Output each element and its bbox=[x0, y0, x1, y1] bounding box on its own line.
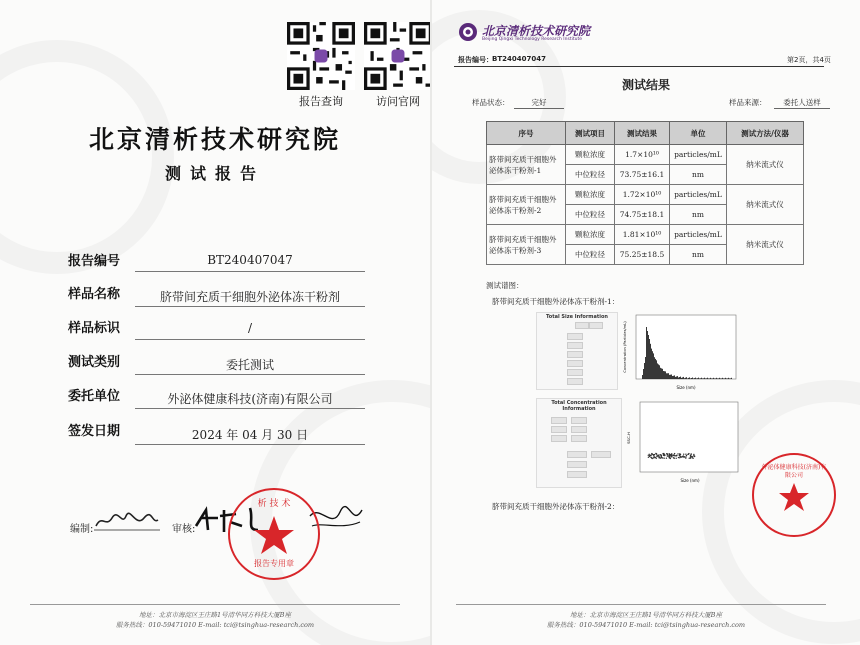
footer-address: 地址：北京市海淀区王庄路1号清华同方科技大厦B座 bbox=[570, 611, 722, 619]
scatter-point bbox=[666, 458, 667, 459]
histogram-bar bbox=[682, 377, 683, 379]
histogram-bar bbox=[713, 378, 714, 379]
logo-text: 北京清析技术研究院 bbox=[482, 24, 591, 38]
histogram-bar bbox=[706, 378, 707, 379]
histogram-bar bbox=[691, 378, 692, 379]
histogram-bar bbox=[714, 378, 715, 379]
company-seal-text: 外泌体健康科技(济南)有限公司 bbox=[761, 464, 827, 479]
sample-source: 委托人送样 bbox=[774, 97, 830, 109]
report-seal bbox=[228, 488, 320, 580]
field-value-issue-date: 2024 年 04 月 30 日 bbox=[191, 428, 309, 442]
qr-label-official-site: 访问官网 bbox=[376, 95, 420, 108]
spectrum-2-title: 脐带间充质干细胞外泌体冻干粉剂-2： bbox=[492, 502, 620, 511]
scatter-point bbox=[667, 455, 668, 456]
histogram-bar bbox=[720, 378, 721, 379]
report-no-label: 报告编号： bbox=[458, 56, 493, 64]
field-value-client: 外泌体健康科技(济南)有限公司 bbox=[167, 392, 333, 406]
histogram-bar bbox=[648, 335, 649, 379]
scatter-point bbox=[680, 454, 681, 455]
scatter-point bbox=[690, 456, 691, 457]
unit-cell: nm bbox=[670, 165, 727, 185]
size-info-panel bbox=[536, 312, 618, 390]
table-row bbox=[487, 145, 804, 165]
histogram-bar bbox=[688, 378, 689, 379]
histogram-bar bbox=[653, 353, 654, 379]
histogram-bar bbox=[727, 378, 728, 379]
histogram-bar bbox=[658, 364, 659, 379]
histogram-bar bbox=[684, 378, 685, 379]
scatter-point bbox=[650, 457, 651, 458]
histogram-bar bbox=[719, 378, 720, 379]
histogram-bar bbox=[700, 378, 701, 379]
scatter-point bbox=[685, 456, 686, 457]
histogram-bar bbox=[722, 378, 723, 379]
histogram-bar bbox=[694, 378, 695, 379]
header-divider bbox=[454, 66, 824, 67]
histogram-bar bbox=[685, 378, 686, 379]
histogram-bar bbox=[672, 376, 673, 379]
method-cell: 纳米流式仪 bbox=[727, 145, 804, 185]
histogram-bar bbox=[659, 365, 660, 379]
histogram-bar bbox=[692, 378, 693, 380]
scatter-point bbox=[689, 458, 690, 459]
histogram-bar bbox=[697, 378, 698, 379]
result-cell: 75.25±18.5 bbox=[615, 245, 670, 265]
method-cell: 纳米流式仪 bbox=[727, 225, 804, 265]
svg-text:析 技 术: 析 技 术 bbox=[257, 499, 291, 509]
scatter-point bbox=[664, 458, 665, 459]
scatter-point bbox=[663, 455, 664, 456]
field-label-issue-date: 签发日期 bbox=[68, 424, 121, 439]
scatter-point bbox=[674, 458, 675, 459]
histogram-bar bbox=[724, 378, 725, 379]
histogram-bar bbox=[664, 371, 665, 379]
histogram-bar bbox=[683, 377, 684, 379]
qr-code-icon[interactable] bbox=[364, 22, 430, 90]
item-cell: 颗粒浓度 bbox=[566, 145, 615, 165]
unit-cell: particles/mL bbox=[670, 185, 727, 205]
histogram-bar bbox=[723, 378, 724, 379]
field-value-sample-id: / bbox=[247, 321, 253, 335]
histogram-bar bbox=[693, 378, 694, 379]
field-underline bbox=[135, 339, 365, 340]
histogram-bar bbox=[645, 357, 646, 379]
histogram-bar bbox=[643, 369, 644, 379]
item-cell: 颗粒浓度 bbox=[566, 185, 615, 205]
unit-cell: particles/mL bbox=[670, 145, 727, 165]
scatter-point bbox=[686, 455, 687, 456]
result-cell: 1.72×10¹⁰ bbox=[615, 185, 670, 205]
scatter-point bbox=[654, 454, 655, 455]
table-row bbox=[487, 185, 804, 205]
histogram-bar bbox=[712, 378, 713, 379]
histogram-bar bbox=[663, 371, 664, 379]
histogram-bar bbox=[696, 378, 697, 379]
histogram-bar bbox=[708, 378, 709, 379]
seal-text: 报告专用章 bbox=[254, 559, 294, 568]
histogram-bar bbox=[662, 369, 663, 379]
report-results-page bbox=[432, 0, 860, 645]
unit-cell: nm bbox=[670, 205, 727, 225]
histogram-bar bbox=[703, 378, 704, 379]
scatter-point bbox=[655, 453, 656, 454]
sample-status-label: 样品状态： bbox=[472, 98, 510, 107]
histogram-bar bbox=[675, 377, 676, 379]
histogram-bar bbox=[690, 378, 691, 379]
field-label-sample-name: 样品名称 bbox=[68, 287, 121, 302]
item-cell: 中位粒径 bbox=[566, 245, 615, 265]
histogram-bar bbox=[666, 373, 667, 379]
histogram-bar bbox=[677, 376, 678, 379]
histogram-bar bbox=[674, 375, 675, 379]
concentration-info-panel bbox=[536, 398, 622, 488]
scatter-point bbox=[670, 458, 671, 459]
result-cell: 74.75±18.1 bbox=[615, 205, 670, 225]
scatter-point bbox=[677, 453, 678, 454]
scatter-point bbox=[656, 456, 657, 457]
footer-contact: 服务热线：010-59471010 E-mail: tci@tsinghua-research.com bbox=[546, 621, 746, 629]
table-header-row bbox=[487, 122, 804, 145]
header-item: 测试项目 bbox=[566, 122, 615, 145]
scatter-point bbox=[683, 454, 684, 455]
histogram-bar bbox=[680, 377, 681, 379]
institute-name: 北京清析技术研究院 bbox=[88, 125, 341, 154]
scatter-point bbox=[678, 457, 679, 458]
qr-label-report-query: 报告查询 bbox=[299, 95, 343, 108]
footer-address: 地址：北京市海淀区王庄路1号清华同方科技大厦B座 bbox=[139, 611, 291, 619]
histogram-bar bbox=[665, 371, 666, 379]
histogram-bar bbox=[668, 373, 669, 379]
footer-contact: 服务热线：010-59471010 E-mail: tci@tsinghua-research.com bbox=[115, 621, 315, 629]
report-no: BT240407047 bbox=[492, 55, 546, 63]
histogram-bar bbox=[701, 378, 702, 379]
reviewer-label: 审核: bbox=[172, 524, 196, 535]
scatter-point bbox=[688, 453, 689, 454]
spectrum-label: 测试谱图： bbox=[486, 281, 524, 290]
spectrum-1-title: 脐带间充质干细胞外泌体冻干粉剂-1： bbox=[492, 297, 620, 306]
histogram-bar bbox=[725, 378, 726, 379]
histogram-bar bbox=[711, 378, 712, 379]
scatter-point bbox=[662, 457, 663, 458]
histogram-bar bbox=[657, 363, 658, 379]
field-underline bbox=[135, 306, 365, 307]
histogram-bar bbox=[654, 357, 655, 379]
header-method: 测试方法/仪器 bbox=[727, 122, 804, 145]
scatter-point bbox=[669, 456, 670, 457]
histogram-bar bbox=[649, 339, 650, 379]
header-unit: 单位 bbox=[670, 122, 727, 145]
scatter-xlabel: Size (nm) bbox=[680, 478, 700, 483]
field-underline bbox=[135, 444, 365, 445]
histogram-bar bbox=[652, 351, 653, 379]
sample-name-cell: 脐带间充质干细胞外泌体冻干粉剂-3 bbox=[487, 225, 566, 265]
histogram-bar bbox=[728, 378, 729, 379]
sample-name-cell: 脐带间充质干细胞外泌体冻干粉剂-1 bbox=[487, 145, 566, 185]
field-underline bbox=[135, 374, 365, 375]
scatter-point bbox=[658, 456, 659, 457]
histogram-bar bbox=[650, 344, 651, 379]
histogram-bar bbox=[716, 378, 717, 379]
page-number: 第2页，共4页 bbox=[787, 56, 831, 64]
histogram-bar bbox=[710, 378, 711, 379]
scatter-point bbox=[676, 455, 677, 456]
field-label-sample-id: 样品标识 bbox=[68, 321, 121, 336]
footer-divider bbox=[456, 604, 826, 605]
concentration-info-title: Total Concentration Information bbox=[551, 400, 607, 412]
histogram-bar bbox=[655, 359, 656, 379]
compiler-label: 编制: bbox=[70, 524, 94, 535]
scatter-point bbox=[683, 457, 684, 458]
histogram-bar bbox=[678, 378, 679, 380]
histogram-bar bbox=[715, 378, 716, 379]
scatter-point bbox=[673, 454, 674, 455]
histogram-bar bbox=[651, 349, 652, 379]
scatter-point bbox=[679, 457, 680, 458]
histogram-bar bbox=[699, 378, 700, 379]
institute-logo-icon bbox=[458, 22, 478, 42]
hist-ylabel: Concentration (Particles/mL) bbox=[623, 321, 627, 373]
scatter-point bbox=[685, 454, 686, 455]
scatter-point bbox=[674, 453, 675, 454]
histogram-bar bbox=[718, 378, 719, 379]
histogram-bar bbox=[673, 376, 674, 379]
scatter-point bbox=[676, 458, 677, 459]
scatter-point bbox=[668, 453, 669, 454]
company-seal bbox=[752, 453, 836, 537]
field-value-test-type: 委托测试 bbox=[225, 358, 274, 372]
report-title: 测试报告 bbox=[164, 164, 265, 183]
scatter-point bbox=[666, 453, 667, 454]
histogram-bar bbox=[656, 360, 657, 379]
field-value-sample-name: 脐带间充质干细胞外泌体冻干粉剂 bbox=[159, 290, 340, 304]
histogram-bar bbox=[729, 378, 730, 379]
scatter-point bbox=[679, 455, 680, 456]
histogram-bar bbox=[647, 331, 648, 379]
watermark-seal bbox=[0, 40, 174, 274]
scatter-point bbox=[690, 458, 691, 459]
histogram-bar bbox=[681, 378, 682, 379]
hist-xlabel: Size (nm) bbox=[676, 385, 696, 390]
histogram-bar bbox=[717, 378, 718, 379]
scatter-ylabel: SSC-H bbox=[626, 432, 631, 444]
histogram-bar bbox=[726, 378, 727, 379]
scatter-point bbox=[661, 456, 662, 457]
scatter-point bbox=[649, 455, 650, 456]
item-cell: 中位粒径 bbox=[566, 165, 615, 185]
sample-source-label: 样品来源： bbox=[729, 98, 767, 107]
histogram-bar bbox=[669, 375, 670, 379]
histogram-bar bbox=[704, 378, 705, 379]
histogram-bar bbox=[705, 378, 706, 379]
field-value-report-no: BT240407047 bbox=[207, 253, 293, 267]
histogram-bar bbox=[702, 378, 703, 379]
histogram-bar bbox=[709, 378, 710, 379]
size-histogram bbox=[622, 313, 740, 395]
field-label-report-no: 报告编号 bbox=[68, 254, 121, 269]
histogram-bar bbox=[642, 375, 643, 379]
field-label-client: 委托单位 bbox=[68, 389, 121, 404]
item-cell: 颗粒浓度 bbox=[566, 225, 615, 245]
result-cell: 73.75±16.1 bbox=[615, 165, 670, 185]
unit-cell: nm bbox=[670, 245, 727, 265]
method-cell: 纳米流式仪 bbox=[727, 185, 804, 225]
histogram-bar bbox=[667, 373, 668, 379]
histogram-bar bbox=[721, 378, 722, 379]
field-label-test-type: 测试类别 bbox=[68, 355, 121, 370]
size-info-title: Total Size Information bbox=[546, 314, 608, 320]
header-result: 测试结果 bbox=[615, 122, 670, 145]
sample-name-cell: 脐带间充质干细胞外泌体冻干粉剂-2 bbox=[487, 185, 566, 225]
histogram-bar bbox=[644, 363, 645, 379]
histogram-bar bbox=[670, 375, 671, 379]
scatter-point bbox=[654, 456, 655, 457]
logo-subtext: Beijing Qingxi Technology Research Institute bbox=[482, 37, 582, 42]
histogram-bar bbox=[660, 368, 661, 379]
scatter-plot bbox=[624, 398, 744, 490]
scatter-point bbox=[660, 458, 661, 459]
footer-divider bbox=[30, 604, 400, 605]
histogram-bar bbox=[679, 377, 680, 379]
scatter-point bbox=[651, 454, 652, 455]
unit-cell: particles/mL bbox=[670, 225, 727, 245]
scatter-point bbox=[694, 456, 695, 457]
histogram-bar bbox=[661, 368, 662, 379]
histogram-bar bbox=[695, 378, 696, 379]
sample-status: 完好 bbox=[514, 97, 564, 109]
qr-code-icon[interactable] bbox=[287, 22, 355, 90]
histogram-bar bbox=[730, 378, 731, 379]
scatter-point bbox=[683, 455, 684, 456]
histogram-bar bbox=[671, 375, 672, 380]
header-index: 序号 bbox=[487, 122, 566, 145]
histogram-bar bbox=[687, 378, 688, 379]
scatter-point bbox=[658, 454, 659, 455]
results-table bbox=[486, 121, 804, 265]
section-title: 测试结果 bbox=[621, 78, 670, 92]
histogram-bar bbox=[698, 378, 699, 379]
histogram-bar bbox=[707, 378, 708, 379]
scatter-point bbox=[691, 453, 692, 454]
table-row bbox=[487, 225, 804, 245]
histogram-bar bbox=[676, 377, 677, 380]
item-cell: 中位粒径 bbox=[566, 205, 615, 225]
compiler-signature bbox=[92, 508, 162, 534]
result-cell: 1.81×10¹⁰ bbox=[615, 225, 670, 245]
field-underline bbox=[135, 271, 365, 272]
scatter-point bbox=[671, 454, 672, 455]
histogram-bar bbox=[731, 378, 732, 379]
result-cell: 1.7×10¹⁰ bbox=[615, 145, 670, 165]
scatter-point bbox=[671, 456, 672, 457]
field-underline bbox=[135, 408, 365, 409]
scatter-point bbox=[692, 456, 693, 457]
histogram-bar bbox=[646, 327, 647, 379]
histogram-bar bbox=[689, 377, 690, 379]
histogram-bar bbox=[686, 377, 687, 379]
